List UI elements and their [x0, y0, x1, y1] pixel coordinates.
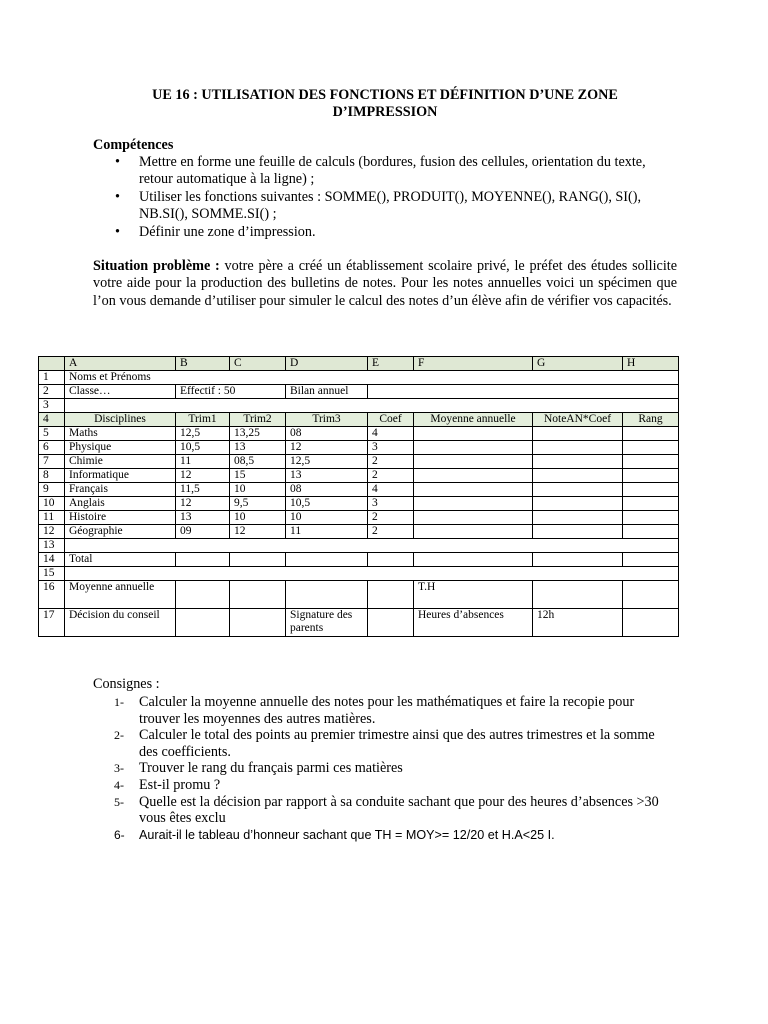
trim2-value: 10: [230, 483, 286, 497]
decision-row: [39, 609, 679, 637]
column-header: B: [176, 357, 230, 371]
empty-cell: [414, 525, 533, 539]
consigne-item: [93, 794, 663, 827]
th-label: T.H: [414, 581, 533, 609]
table-row: [39, 371, 679, 385]
empty-cell: [230, 553, 286, 567]
empty-cell: [65, 399, 679, 413]
column-header: A: [65, 357, 176, 371]
trim1-value: 11,5: [176, 483, 230, 497]
column-header-row: [39, 357, 679, 371]
consigne-item: [93, 694, 663, 727]
absences-label: Heures d’absences: [414, 609, 533, 637]
consignes-list: [93, 694, 663, 843]
trim1-value: 12: [176, 497, 230, 511]
coef-value: 4: [368, 483, 414, 497]
effectif-cell: Effectif : 50: [176, 385, 286, 399]
header-disciplines: Disciplines: [65, 413, 176, 427]
row-number: 5: [39, 427, 65, 441]
moyenne-row: [39, 581, 679, 609]
consigne-item: [93, 727, 663, 760]
row-number: 8: [39, 469, 65, 483]
empty-cell: [533, 525, 623, 539]
title-line-2: D’IMPRESSION: [332, 104, 438, 120]
empty-cell: [414, 441, 533, 455]
trim3-value: 08: [286, 427, 368, 441]
trim1-value: 12: [176, 469, 230, 483]
header-noteancoef: NoteAN*Coef: [533, 413, 623, 427]
trim1-value: 12,5: [176, 427, 230, 441]
empty-cell: [368, 553, 414, 567]
empty-cell: [623, 427, 679, 441]
discipline-name: Physique: [65, 441, 176, 455]
consignes-heading: Consignes :: [93, 676, 160, 692]
trim3-value: 12: [286, 441, 368, 455]
item-number: 2-: [114, 728, 124, 743]
empty-cell: [623, 581, 679, 609]
empty-cell: [368, 385, 679, 399]
bullet-icon: •: [115, 154, 120, 170]
trim2-value: 9,5: [230, 497, 286, 511]
header-trim1: Trim1: [176, 413, 230, 427]
competences-list: [93, 154, 673, 241]
empty-cell: [533, 581, 623, 609]
consigne-text: Calculer la moyenne annuelle des notes pour les mathématiques et faire la recopie pour trouver les moyennes des autres matières.: [139, 694, 635, 727]
trim1-value: 11: [176, 455, 230, 469]
corner-cell: [39, 357, 65, 371]
empty-cell: [623, 525, 679, 539]
empty-cell: [414, 511, 533, 525]
empty-cell: [533, 553, 623, 567]
discipline-name: Histoire: [65, 511, 176, 525]
discipline-row: [39, 497, 679, 511]
column-header: E: [368, 357, 414, 371]
coef-value: 3: [368, 441, 414, 455]
discipline-name: Géographie: [65, 525, 176, 539]
empty-cell: [230, 609, 286, 637]
coef-value: 4: [368, 427, 414, 441]
bullet-icon: •: [115, 188, 120, 205]
consigne-item: [93, 760, 663, 777]
signature-label: Signature des parents: [286, 609, 368, 637]
empty-cell: [414, 455, 533, 469]
competence-text: Définir une zone d’impression.: [139, 223, 316, 240]
discipline-row: [39, 525, 679, 539]
consigne-text: Aurait-il le tableau d’honneur sachant que TH = MOY>= 12/20 et H.A<25 I.: [139, 827, 555, 842]
situation-text: votre père a créé un établissement scolaire privé, le préfet des études sollicite votre aide pour la production des bulletins de notes. Pour les notes annuelles voici un spécimen que l’on vous demande d’utiliser pour simuler le calcul des notes d’un élève afin de vérifier vos capacités.: [93, 258, 677, 309]
column-header: F: [414, 357, 533, 371]
consigne-text: Calculer le total des points au premier trimestre ainsi que des autres trimestres et la somme des coefficients.: [139, 727, 655, 760]
row-number: 13: [39, 539, 65, 553]
empty-cell: [414, 427, 533, 441]
item-number: 4-: [114, 777, 124, 792]
row-number: 9: [39, 483, 65, 497]
row-number: 4: [39, 413, 65, 427]
column-header: D: [286, 357, 368, 371]
title-line-1: UE 16 : UTILISATION DES FONCTIONS ET DÉFINITION D’UNE ZONE: [152, 87, 618, 103]
empty-cell: [623, 455, 679, 469]
empty-cell: [176, 553, 230, 567]
empty-cell: [533, 441, 623, 455]
competences-heading: Compétences: [93, 137, 174, 153]
column-header: G: [533, 357, 623, 371]
header-trim3: Trim3: [286, 413, 368, 427]
empty-cell: [230, 581, 286, 609]
empty-cell: [286, 553, 368, 567]
discipline-row: [39, 455, 679, 469]
trim2-value: 12: [230, 525, 286, 539]
coef-value: 3: [368, 497, 414, 511]
header-moyenne: Moyenne annuelle: [414, 413, 533, 427]
header-coef: Coef: [368, 413, 414, 427]
discipline-name: Anglais: [65, 497, 176, 511]
row-number: 6: [39, 441, 65, 455]
discipline-name: Français: [65, 483, 176, 497]
discipline-row: [39, 441, 679, 455]
empty-cell: [623, 609, 679, 637]
item-number: 3-: [114, 761, 124, 776]
consigne-text: Est-il promu ?: [139, 776, 221, 793]
row-number: 1: [39, 371, 65, 385]
column-header: C: [230, 357, 286, 371]
coef-value: 2: [368, 525, 414, 539]
trim1-value: 09: [176, 525, 230, 539]
discipline-row: [39, 511, 679, 525]
table-row: [39, 539, 679, 553]
discipline-row: [39, 469, 679, 483]
situation-paragraph: [93, 258, 677, 310]
item-number: 6-: [114, 827, 125, 842]
trim3-value: 10,5: [286, 497, 368, 511]
empty-cell: [533, 469, 623, 483]
empty-cell: [414, 553, 533, 567]
item-number: 5-: [114, 794, 124, 809]
empty-cell: [623, 483, 679, 497]
empty-cell: [414, 483, 533, 497]
spreadsheet-table: [38, 356, 679, 637]
row-number: 3: [39, 399, 65, 413]
row-number: 12: [39, 525, 65, 539]
row-number: 16: [39, 581, 65, 609]
competence-text: Mettre en forme une feuille de calculs (bordures, fusion des cellules, orientation du texte, retour automatique à la ligne) ;: [139, 154, 646, 188]
consigne-text: Trouver le rang du français parmi ces matières: [139, 760, 403, 777]
trim2-value: 10: [230, 511, 286, 525]
decision-label: Décision du conseil: [65, 609, 176, 637]
empty-cell: [65, 567, 679, 581]
trim2-value: 15: [230, 469, 286, 483]
situation-label: Situation problème :: [93, 258, 220, 274]
row-number: 11: [39, 511, 65, 525]
trim1-value: 10,5: [176, 441, 230, 455]
discipline-name: Informatique: [65, 469, 176, 483]
empty-cell: [623, 469, 679, 483]
column-header: H: [623, 357, 679, 371]
row-number: 15: [39, 567, 65, 581]
trim2-value: 08,5: [230, 455, 286, 469]
empty-cell: [623, 511, 679, 525]
empty-cell: [623, 497, 679, 511]
table-row: [39, 567, 679, 581]
empty-cell: [368, 609, 414, 637]
row-number: 10: [39, 497, 65, 511]
empty-cell: [623, 553, 679, 567]
coef-value: 2: [368, 469, 414, 483]
competence-item: [93, 189, 673, 224]
discipline-name: Maths: [65, 427, 176, 441]
trim2-value: 13: [230, 441, 286, 455]
bullet-icon: •: [115, 223, 120, 240]
empty-cell: [65, 539, 679, 553]
trim1-value: 13: [176, 511, 230, 525]
discipline-header-row: [39, 413, 679, 427]
discipline-name: Chimie: [65, 455, 176, 469]
empty-cell: [533, 427, 623, 441]
empty-cell: [176, 581, 230, 609]
empty-cell: [414, 469, 533, 483]
trim3-value: 13: [286, 469, 368, 483]
empty-cell: [533, 497, 623, 511]
row-number: 2: [39, 385, 65, 399]
empty-cell: [623, 441, 679, 455]
header-rang: Rang: [623, 413, 679, 427]
absences-value: 12h: [533, 609, 623, 637]
competence-item: [93, 154, 673, 189]
bilan-cell: Bilan annuel: [286, 385, 368, 399]
competence-item: [93, 224, 673, 241]
class-cell: Classe…: [65, 385, 176, 399]
item-number: 1-: [114, 695, 124, 709]
row-number: 7: [39, 455, 65, 469]
consigne-item: [93, 827, 663, 844]
trim3-value: 11: [286, 525, 368, 539]
empty-cell: [368, 581, 414, 609]
names-cell: Noms et Prénoms: [65, 371, 679, 385]
empty-cell: [176, 609, 230, 637]
coef-value: 2: [368, 455, 414, 469]
empty-cell: [286, 581, 368, 609]
row-number: 17: [39, 609, 65, 637]
trim3-value: 10: [286, 511, 368, 525]
moyenne-label: Moyenne annuelle: [65, 581, 176, 609]
header-trim2: Trim2: [230, 413, 286, 427]
table-row: [39, 399, 679, 413]
empty-cell: [533, 483, 623, 497]
competence-text: Utiliser les fonctions suivantes : SOMME(), PRODUIT(), MOYENNE(), RANG(), SI(), NB.SI(), SOMME.SI() ;: [139, 188, 642, 223]
row-number: 14: [39, 553, 65, 567]
empty-cell: [533, 455, 623, 469]
document-title: [100, 87, 670, 121]
trim2-value: 13,25: [230, 427, 286, 441]
coef-value: 2: [368, 511, 414, 525]
total-row: [39, 553, 679, 567]
discipline-row: [39, 427, 679, 441]
table-row: [39, 385, 679, 399]
trim3-value: 12,5: [286, 455, 368, 469]
trim3-value: 08: [286, 483, 368, 497]
consigne-text: Quelle est la décision par rapport à sa conduite sachant que pour des heures d’absences >30 vous êtes exclu: [139, 793, 659, 827]
empty-cell: [533, 511, 623, 525]
consigne-item: [93, 777, 663, 794]
empty-cell: [414, 497, 533, 511]
total-label: Total: [65, 553, 176, 567]
discipline-row: [39, 483, 679, 497]
